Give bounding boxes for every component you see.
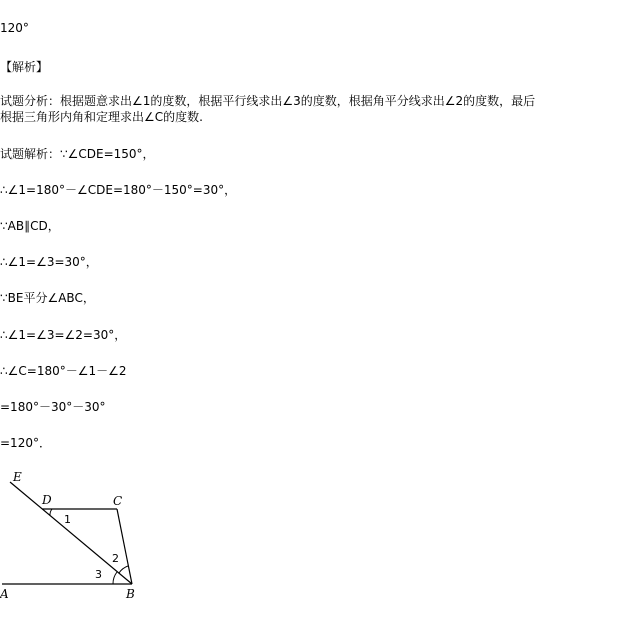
angle-label-1: 1 <box>64 513 71 526</box>
solution-step: ∵BE平分∠ABC， <box>0 291 95 305</box>
angle-1-arc <box>50 509 52 516</box>
point-label-C: C <box>113 494 123 508</box>
answer-text: 120° <box>0 21 29 35</box>
point-label-A: A <box>0 587 9 601</box>
point-label-E: E <box>13 470 22 484</box>
section-heading: 【解析】 <box>0 60 49 74</box>
solution-step: 试题解析：∵∠CDE=150°， <box>0 147 155 161</box>
angle-3-arc <box>113 572 117 584</box>
solution-step: =120°． <box>0 436 51 450</box>
solution-step: =180°－30°－30° <box>0 400 106 414</box>
geometry-figure <box>0 465 160 605</box>
analysis-line-1: 试题分析：根据题意求出∠1的度数，根据平行线求出∠3的度数，根据角平分线求出∠2的度数，最后 <box>0 94 536 108</box>
solution-step: ∴∠1=∠3=30°， <box>0 255 98 269</box>
analysis-line-2: 根据三角形内角和定理求出∠C的度数. <box>0 110 203 124</box>
solution-step: ∵AB∥CD， <box>0 219 60 233</box>
angle-2-arc <box>119 566 128 573</box>
solution-step: ∴∠1=180°－∠CDE=180°－150°=30°， <box>0 183 237 197</box>
angle-label-2: 2 <box>112 552 119 565</box>
angle-label-3: 3 <box>95 568 102 581</box>
solution-step: ∴∠1=∠3=∠2=30°， <box>0 328 127 342</box>
point-label-D: D <box>42 493 52 507</box>
solution-step: ∴∠C=180°－∠1－∠2 <box>0 364 127 378</box>
point-label-B: B <box>126 587 135 601</box>
